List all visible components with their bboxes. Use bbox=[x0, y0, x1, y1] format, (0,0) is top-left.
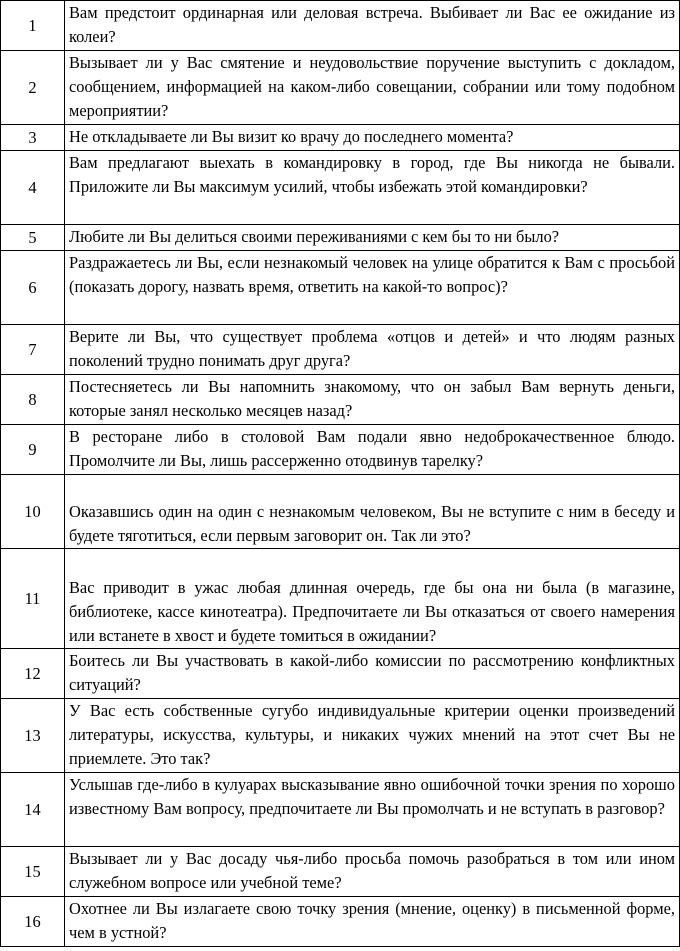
question-text: Вызывает ли у Вас смятение и неудовольствие поручение выступить с докладом, сообщением, информацией на каком-либо совещании, собрании или тому подобном мероприятии? bbox=[65, 51, 680, 125]
question-number: 8 bbox=[1, 375, 65, 425]
question-text: Не откладываете ли Вы визит ко врачу до последнего момента? bbox=[65, 125, 680, 151]
question-text: Раздражаетесь ли Вы, если незнакомый человек на улице обратится к Вам с просьбой (показать дорогу, назвать время, ответить на какой-то вопрос)? bbox=[65, 251, 680, 325]
question-row bbox=[1, 425, 680, 475]
question-number: 1 bbox=[1, 1, 65, 51]
question-row bbox=[1, 549, 680, 649]
question-row bbox=[1, 897, 680, 947]
question-row bbox=[1, 649, 680, 699]
question-row bbox=[1, 125, 680, 151]
question-number: 6 bbox=[1, 251, 65, 325]
question-text: Верите ли Вы, что существует проблема «отцов и детей» и что людям разных поколений трудно понимать друг друга? bbox=[65, 325, 680, 375]
question-text: Охотнее ли Вы излагаете свою точку зрения (мнение, оценку) в письменной форме, чем в устной? bbox=[65, 897, 680, 947]
question-row bbox=[1, 225, 680, 251]
question-number: 13 bbox=[1, 699, 65, 773]
question-row bbox=[1, 325, 680, 375]
question-text: Любите ли Вы делиться своими переживаниями с кем бы то ни было? bbox=[65, 225, 680, 251]
question-text: Вас приводит в ужас любая длинная очередь, где бы она ни была (в магазине, библиотеке, кассе кинотеатра). Предпочитаете ли Вы отказаться от своего намерения или встанете в хвост и будете томиться в ожидании? bbox=[65, 549, 680, 649]
question-text: У Вас есть собственные сугубо индивидуальные критерии оценки произведений литературы, искусства, культуры, и никаких чужих мнений на этот счет Вы не приемлете. Это так? bbox=[65, 699, 680, 773]
question-row bbox=[1, 847, 680, 897]
question-number: 7 bbox=[1, 325, 65, 375]
question-text: Оказавшись один на один с незнакомым человеком, Вы не вступите с ним в беседу и будете тяготиться, если первым заговорит он. Так ли это? bbox=[65, 475, 680, 549]
question-row bbox=[1, 251, 680, 325]
question-row bbox=[1, 375, 680, 425]
question-row bbox=[1, 1, 680, 51]
question-number: 16 bbox=[1, 897, 65, 947]
question-row bbox=[1, 51, 680, 125]
question-number: 4 bbox=[1, 151, 65, 225]
question-row bbox=[1, 151, 680, 225]
question-number: 5 bbox=[1, 225, 65, 251]
question-number: 9 bbox=[1, 425, 65, 475]
question-text: Вызывает ли у Вас досаду чья-либо просьба помочь разобраться в том или ином служебном вопросе или учебной теме? bbox=[65, 847, 680, 897]
question-number: 14 bbox=[1, 773, 65, 847]
question-row bbox=[1, 773, 680, 847]
question-number: 12 bbox=[1, 649, 65, 699]
question-number: 11 bbox=[1, 549, 65, 649]
question-text: В ресторане либо в столовой Вам подали явно недоброкачественное блюдо. Промолчите ли Вы, лишь рассерженно отодвинув тарелку? bbox=[65, 425, 680, 475]
question-text: Боитесь ли Вы участвовать в какой-либо комиссии по рассмотрению конфликтных ситуаций? bbox=[65, 649, 680, 699]
question-text: Вам предстоит ординарная или деловая встреча. Выбивает ли Вас ее ожидание из колеи? bbox=[65, 1, 680, 51]
question-number: 15 bbox=[1, 847, 65, 897]
question-number: 3 bbox=[1, 125, 65, 151]
question-row bbox=[1, 475, 680, 549]
question-text: Вам предлагают выехать в командировку в город, где Вы никогда не бывали. Приложите ли Вы максимум усилий, чтобы избежать этой командировки? bbox=[65, 151, 680, 225]
question-text: Постесняетесь ли Вы напомнить знакомому, что он забыл Вам вернуть деньги, которые занял несколько месяцев назад? bbox=[65, 375, 680, 425]
question-number: 2 bbox=[1, 51, 65, 125]
question-number: 10 bbox=[1, 475, 65, 549]
question-row bbox=[1, 699, 680, 773]
question-text: Услышав где-либо в кулуарах высказывание явно ошибочной точки зрения по хорошо известному Вам вопросу, предпочитаете ли Вы промолчать и не вступать в разговор? bbox=[65, 773, 680, 847]
